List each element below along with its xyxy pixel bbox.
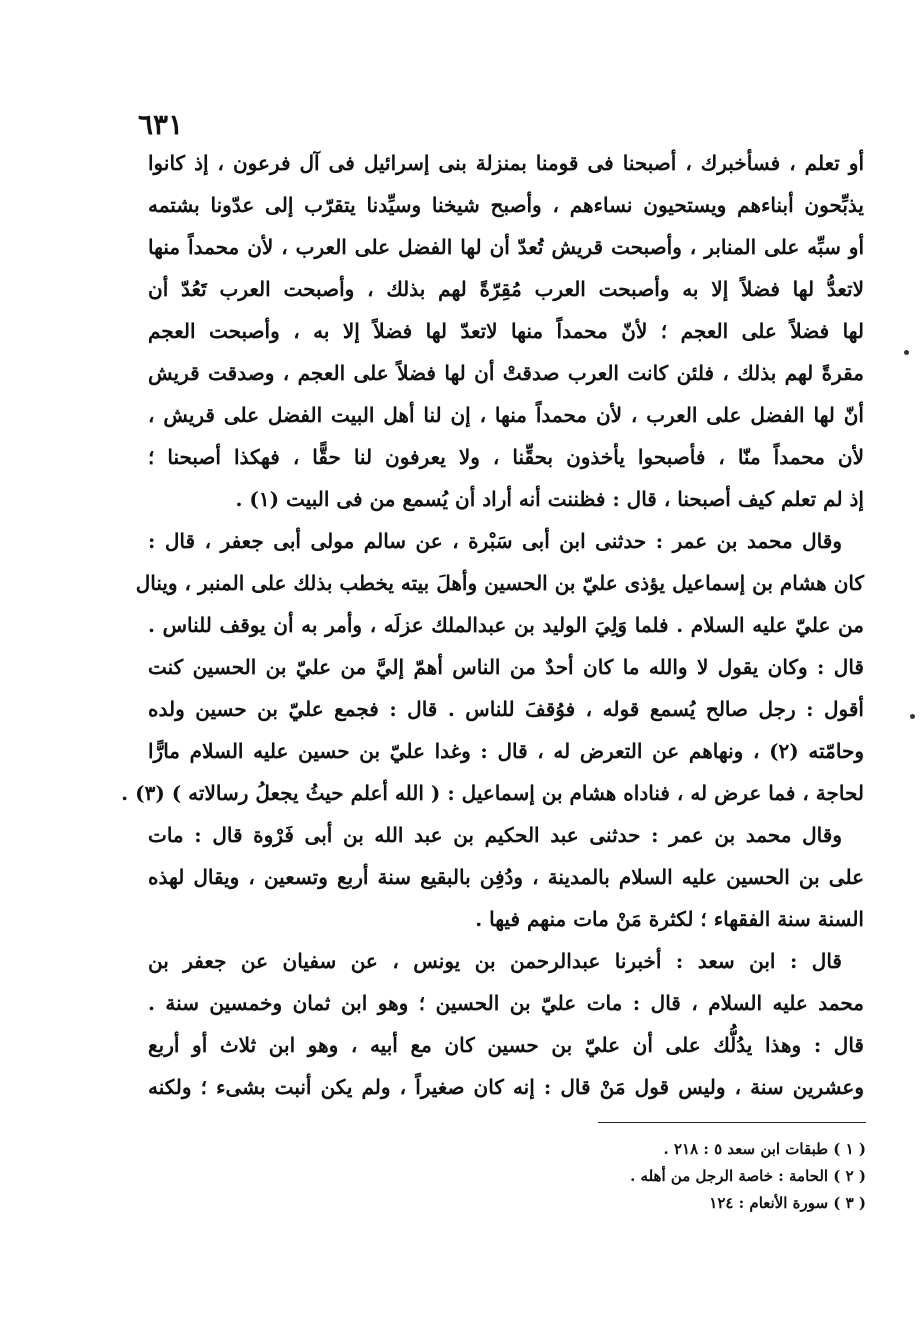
scan-mark [904,350,909,355]
paragraph-3 [148,814,864,940]
text-line: يذبِّحون أبناءهم ويستحيون نساءهم ، وأصبح شيخنا وسيِّدنا يتقرّب إلى عدّونا بشتمه [148,193,864,217]
text-line: محمد عليه السلام ، قال : مات عليّ بن الحسين ؛ وهو ابن ثمان وخمسين سنة . [148,991,864,1015]
footnote-3: ( ٣ ) سورة الأنعام : ١٢٤ [709,1194,866,1212]
text-line: قال : وكان يقول لا والله ما كان أحدٌ من الناس أهمّ إليَّ من عليّ بن الحسين كنت [148,655,864,679]
footnote-2: ( ٢ ) الحامة : خاصة الرجل من أهله . [630,1167,866,1185]
footnotes [420,1136,866,1217]
page-number: ٦٣١ [138,108,184,141]
text-line: وقال محمد بن عمر : حدثنى عبد الحكيم بن عبد الله بن أبى فَرْوة قال : مات [148,823,842,847]
text-line: وقال محمد بن عمر : حدثنى ابن أبى سَبْرة ، عن سالم مولى أبى جعفر ، قال : [148,529,842,553]
footnote-separator [598,1122,866,1123]
text-line: مقرةً لهم بذلك ، فلئن كانت العرب صدقتْ أن لها فضلاً على العجم ، وصدقت قريش [148,361,864,385]
paragraph-1 [148,142,864,520]
text-line: أقول : رجل صالح يُسمع قوله ، فوُقفَ للناس . قال : فجمع عليّ بن حسين ولده [148,697,864,721]
text-line: أو تعلم ، فسأخبرك ، أصبحنا فى قومنا بمنزلة بنى إسرائيل فى آل فرعون ، إذ كانوا [148,151,864,175]
text-line: وعشرين سنة ، وليس قول مَنْ قال : إنه كان صغيراً ، ولم يكن أنبت بشىء ؛ ولكنه [148,1075,864,1099]
footnote-1: ( ١ ) طبقات ابن سعد ٥ : ٢١٨ . [663,1140,866,1158]
scan-mark [910,714,915,719]
text-line: قال : وهذا يدُلُّك على أن عليّ بن حسين كان مع أبيه ، وهو ابن ثلاث أو أربع [148,1033,864,1057]
text-line: من عليّ عليه السلام . فلما وَلِيَ الوليد بن عبدالملك عزلَه ، وأمر به أن يوقف للناس . [148,613,864,637]
text-line: إذ لم تعلم كيف أصبحنا ، قال : فظننت أنه أراد أن يُسمع من فى البيت (١) . [235,487,864,511]
text-line: لها فضلاً على العجم ؛ لأنّ محمداً منها لاتعدّ لها فضلاً إلا به ، وأصبحت العجم [148,319,864,343]
paragraph-4 [148,940,864,1108]
paragraph-2 [121,520,864,814]
text-line: السنة سنة الفقهاء ؛ لكثرة مَنْ مات منهم فيها . [475,907,864,931]
text-line: أو سبِّه على المنابر ، وأصبحت قريش تُعدّ أن لها الفضل على العرب ، لأن محمداً منها [148,235,864,259]
main-text [121,142,864,1108]
text-line: لاتعدُّ لها فضلاً إلا به وأصبحت العرب مُقِرّةً لهم بذلك ، وأصبحت العرب تَعُدّ أن [148,277,864,301]
text-line: وحامّته (٢) ، ونهاهم عن التعرض له ، قال : وغدا عليّ بن حسين عليه السلام مارًّا [148,739,864,763]
text-line: على بن الحسين عليه السلام بالمدينة ، ودُفِن بالبقيع سنة أربع وتسعين ، ويقال لهذه [148,865,864,889]
text-line: لأن محمداً منّا ، فأصبحوا يأخذون بحقِّنا ، ولا يعرفون لنا حقًّا ، فهكذا أصبحنا ؛ [148,445,864,469]
text-line: كان هشام بن إسماعيل يؤذى عليّ بن الحسين وأهلَ بيته يخطب بذلك على المنبر ، وينال [135,571,864,595]
text-line: أنّ لها الفضل على العرب ، لأن محمداً منها ، إن لنا أهل البيت الفضل على قريش ، [148,403,864,427]
text-line: قال : ابن سعد : أخبرنا عبدالرحمن بن يونس ، عن سفيان عن جعفر بن [148,949,842,973]
text-line: لحاجة ، فما عرض له ، فناداه هشام بن إسماعيل : ( الله أعلم حيثُ يجعلُ رسالاته ) (٣) . [121,781,864,805]
